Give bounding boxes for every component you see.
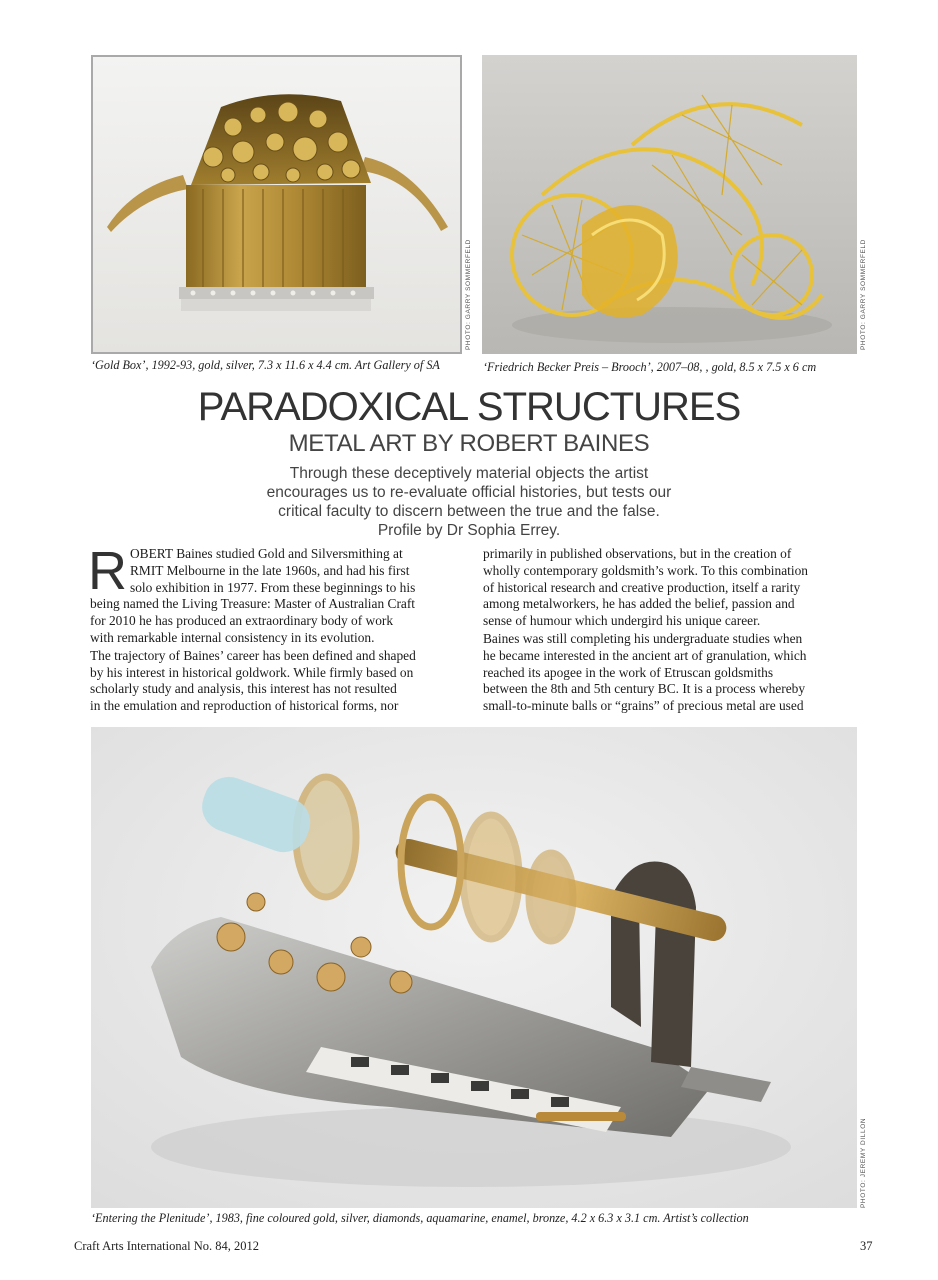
body-line: for 2010 he has produced an extraordinary body of work (90, 613, 394, 629)
body-line: small-to-minute balls or “grains” of precious metal are used (483, 698, 804, 714)
body-paragraph (88, 541, 464, 647)
photo-credit-brooch: PHOTO: GARRY SOMMERFELD (860, 239, 867, 350)
footer-page-number: 37 (860, 1239, 873, 1253)
article-subtitle: METAL ART BY ROBERT BAINES (288, 430, 650, 457)
body-line: wholly contemporary goldsmith’s work. To this combination (483, 562, 808, 578)
footer-publication: Craft Arts International No. 84, 2012 (74, 1239, 260, 1253)
body-line: being named the Living Treasure: Master of Australian Craft (90, 596, 416, 612)
photo-brooch (482, 55, 857, 354)
body-paragraph (483, 631, 859, 715)
caption-gold-box: ‘Gold Box’, 1992-93, gold, silver, 7.3 x 11.6 x 4.4 cm. Art Gallery of SA (91, 358, 440, 372)
body-line: Baines was still completing his undergraduate studies when (483, 630, 803, 646)
photo-entering-the-plenitude (91, 727, 857, 1208)
body-line: by his interest in historical goldwork. While firmly based on (90, 664, 414, 680)
article-title: PARADOXICAL STRUCTURES (197, 385, 741, 429)
body-line: sense of humour which undergird his unique career. (483, 613, 761, 629)
standfirst-byline: Profile by Dr Sophia Errey. (377, 522, 561, 539)
caption-brooch: ‘Friedrich Becker Preis – Brooch’, 2007–08, , gold, 8.5 x 7.5 x 6 cm (483, 360, 817, 374)
drop-cap: R (88, 541, 127, 601)
body-line: among metalworkers, he has added the belief, passion and (483, 596, 795, 612)
body-line: RMIT Melbourne in the late 1960s, and had his first (130, 562, 410, 578)
body-line: reached its apogee in the work of Etruscan goldsmiths (483, 664, 774, 680)
standfirst-line: encourages us to re-evaluate official histories, but tests our (266, 484, 672, 501)
body-line: The trajectory of Baines’ career has been defined and shaped (90, 647, 416, 663)
body-line: solo exhibition in 1977. From these beginnings to his (130, 579, 416, 595)
standfirst-line: critical faculty to discern between the true and the false. (278, 503, 660, 520)
body-line: primarily in published observations, but in the creation of (483, 546, 792, 561)
photo-gold-box (91, 55, 462, 354)
body-line: in the emulation and reproduction of historical forms, nor (90, 698, 399, 714)
photo-credit-gold-box: PHOTO: GARRY SOMMERFELD (465, 239, 472, 350)
body-paragraph (90, 648, 464, 715)
body-column-right (483, 546, 859, 716)
body-line: of historical research and creative production, itself a rarity (483, 579, 801, 595)
caption-plenitude: ‘Entering the Plenitude’, 1983, fine coloured gold, silver, diamonds, aquamarine, enamel, bronze, 4.2 x 6.3 x 3.1 cm. Artist’s collection (91, 1211, 749, 1225)
body-line: he became interested in the ancient art of granulation, which (483, 647, 807, 663)
body-line: scholarly study and analysis, this interest has not resulted (90, 681, 397, 697)
standfirst (250, 464, 688, 540)
standfirst-line: Through these deceptively material objects the artist (289, 465, 649, 482)
body-paragraph (483, 546, 859, 630)
body-line: between the 8th and 5th century BC. It is a process whereby (483, 681, 806, 697)
body-column-left (88, 541, 464, 716)
photo-credit-plenitude: PHOTO: JEREMY DILLON (860, 1117, 867, 1208)
body-line: OBERT Baines studied Gold and Silversmithing at (130, 546, 403, 561)
body-line: with remarkable internal consistency in its evolution. (90, 629, 375, 645)
